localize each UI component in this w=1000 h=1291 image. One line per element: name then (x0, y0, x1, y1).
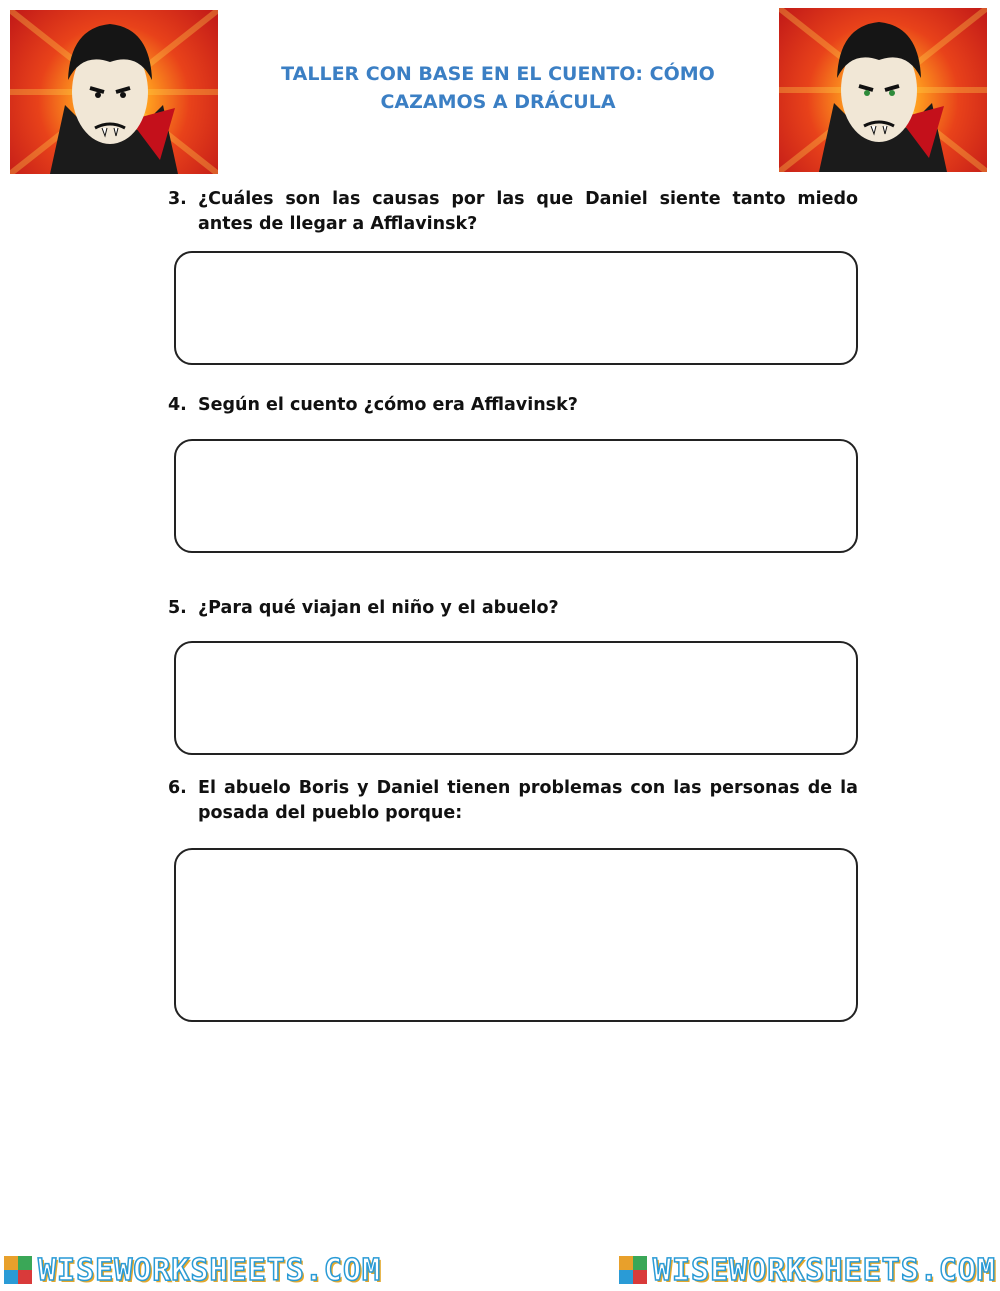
dracula-icon (779, 8, 987, 172)
brand-left (4, 1253, 381, 1288)
question-4 (168, 393, 858, 418)
dracula-icon (10, 10, 218, 174)
dracula-image-right (779, 8, 987, 172)
brand-text: WISEWORKSHEETS.COM (652, 1252, 996, 1288)
question-text: ¿Para qué viajan el niño y el abuelo? (198, 598, 559, 618)
question-number: 4. (168, 395, 187, 415)
question-5 (168, 596, 858, 621)
question-text: El abuelo Boris y Daniel tienen problemas con las personas de la posada del pueblo porque: (198, 778, 858, 823)
dracula-image-left (10, 10, 218, 174)
answer-box-4[interactable] (174, 439, 858, 553)
brand-text: WISEWORKSHEETS.COM (38, 1252, 382, 1288)
brand-logo-icon (4, 1256, 32, 1284)
question-text: Según el cuento ¿cómo era Afflavinsk? (198, 395, 578, 415)
answer-box-5[interactable] (174, 641, 858, 755)
brand-logo-icon (619, 1256, 647, 1284)
brand-right (619, 1253, 996, 1288)
answer-box-6[interactable] (174, 848, 858, 1022)
answer-box-3[interactable] (174, 251, 858, 365)
footer-branding (0, 1252, 1000, 1288)
question-number: 6. (168, 778, 187, 798)
question-3 (168, 187, 858, 237)
question-number: 5. (168, 598, 187, 618)
title-line-2: CAZAMOS A DRÁCULA (380, 91, 616, 113)
title-line-1: TALLER CON BASE EN EL CUENTO: CÓMO (281, 63, 715, 85)
question-text: ¿Cuáles son las causas por las que Daniel siente tanto miedo antes de llegar a Afflavinsk? (198, 189, 858, 234)
question-number: 3. (168, 189, 187, 209)
question-6 (168, 776, 858, 826)
page-title (230, 60, 766, 116)
